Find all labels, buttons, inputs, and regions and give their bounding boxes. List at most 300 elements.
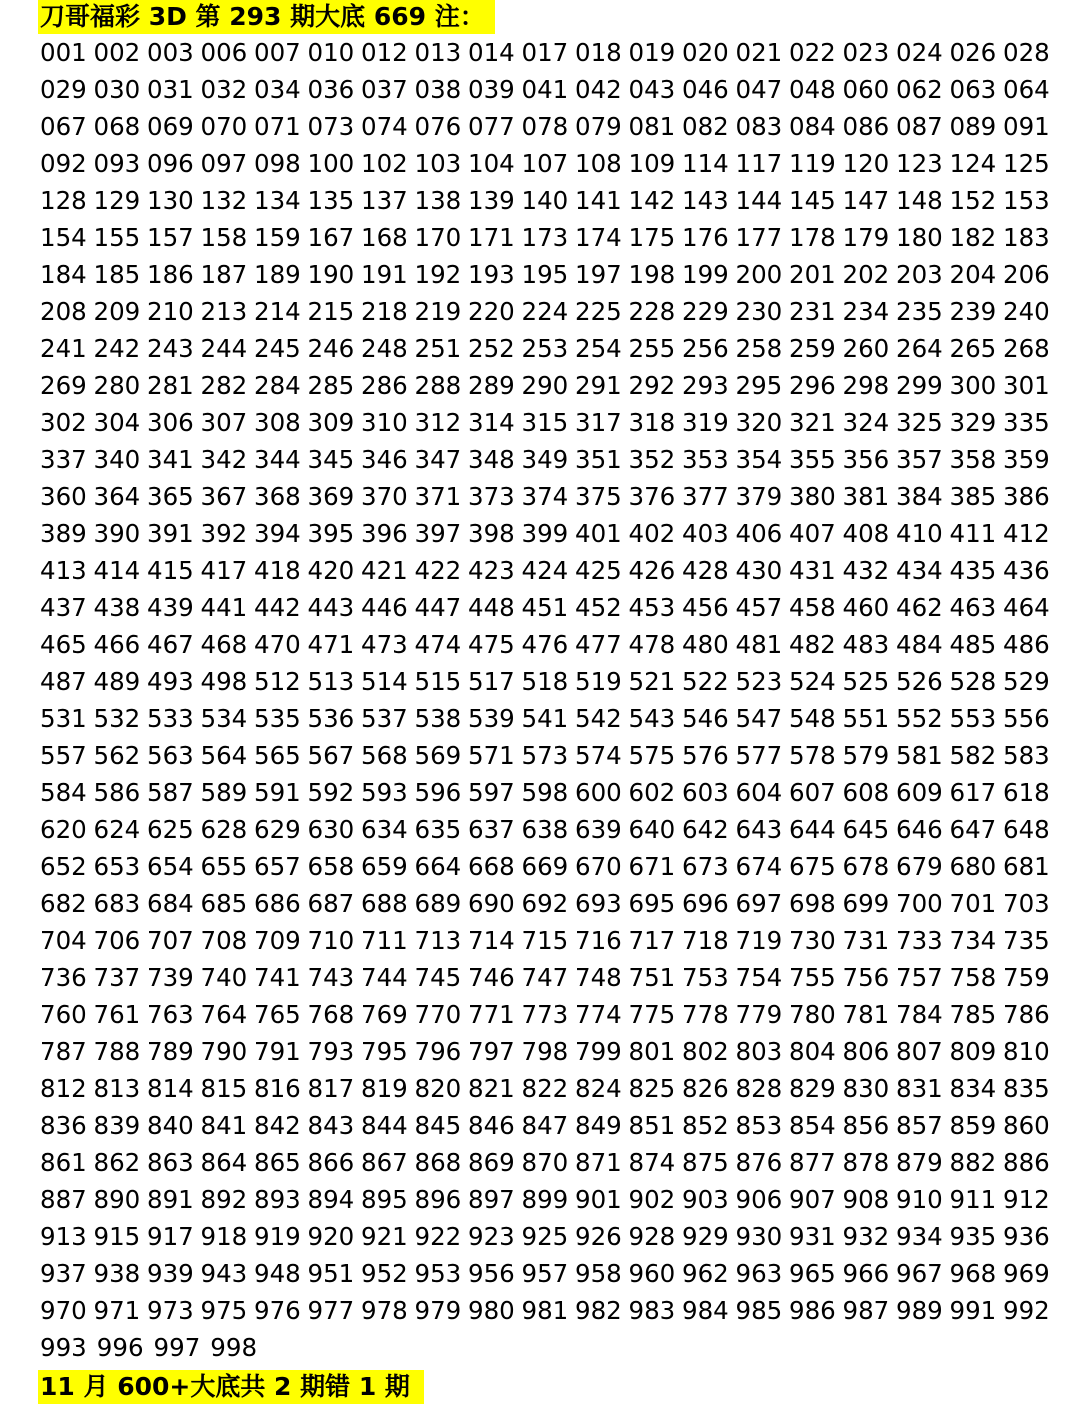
number-item: 576: [682, 741, 729, 770]
number-item: 439: [147, 593, 194, 622]
number-row: [40, 108, 1050, 145]
number-item: 531: [40, 704, 87, 733]
number-item: 043: [628, 75, 676, 104]
number-item: 020: [682, 38, 729, 67]
number-item: 748: [575, 963, 622, 992]
number-item: 265: [949, 334, 997, 363]
number-item: 513: [307, 667, 355, 696]
number-item: 596: [414, 778, 462, 807]
document-page: [40, 0, 1050, 1404]
number-item: 771: [468, 1000, 515, 1029]
number-item: 690: [468, 889, 515, 918]
number-item: 228: [628, 297, 676, 326]
number-item: 401: [575, 519, 622, 548]
number-item: 315: [521, 408, 569, 437]
number-item: 129: [93, 186, 141, 215]
number-item: 842: [254, 1111, 301, 1140]
number-item: 539: [468, 704, 515, 733]
number-item: 371: [414, 482, 462, 511]
number-item: 868: [414, 1148, 462, 1177]
number-item: 475: [468, 630, 515, 659]
number-item: 356: [842, 445, 890, 474]
number-item: 708: [200, 926, 248, 955]
number-item: 462: [896, 593, 943, 622]
number-list: [40, 34, 1050, 1366]
number-item: 869: [468, 1148, 515, 1177]
number-item: 769: [361, 1000, 408, 1029]
number-item: 730: [789, 926, 836, 955]
number-item: 417: [200, 556, 248, 585]
number-item: 100: [307, 149, 355, 178]
number-item: 380: [789, 482, 836, 511]
number-item: 797: [468, 1037, 515, 1066]
number-item: 979: [414, 1296, 462, 1325]
number-item: 852: [682, 1111, 729, 1140]
number-item: 038: [414, 75, 462, 104]
number-item: 624: [93, 815, 141, 844]
number-item: 428: [682, 556, 729, 585]
number-item: 680: [949, 852, 997, 881]
number-item: 813: [93, 1074, 141, 1103]
number-item: 834: [949, 1074, 997, 1103]
number-item: 890: [93, 1185, 141, 1214]
number-item: 062: [896, 75, 943, 104]
number-item: 514: [361, 667, 408, 696]
number-row: [40, 404, 1050, 441]
number-item: 467: [147, 630, 194, 659]
number-row: [40, 1181, 1050, 1218]
number-item: 967: [896, 1259, 943, 1288]
number-item: 394: [254, 519, 301, 548]
number-item: 202: [842, 260, 890, 289]
number-item: 831: [896, 1074, 943, 1103]
number-item: 083: [735, 112, 783, 141]
number-item: 597: [468, 778, 515, 807]
number-item: 996: [96, 1333, 144, 1362]
number-item: 864: [200, 1148, 248, 1177]
number-item: 603: [682, 778, 729, 807]
number-item: 673: [682, 852, 729, 881]
number-item: 125: [1003, 149, 1050, 178]
number-item: 965: [789, 1259, 836, 1288]
number-item: 718: [682, 926, 729, 955]
number-item: 435: [949, 556, 997, 585]
number-item: 826: [682, 1074, 729, 1103]
number-item: 861: [40, 1148, 87, 1177]
number-item: 847: [521, 1111, 569, 1140]
number-item: 817: [307, 1074, 355, 1103]
number-item: 242: [93, 334, 141, 363]
number-item: 030: [93, 75, 141, 104]
number-item: 608: [842, 778, 890, 807]
number-item: 874: [628, 1148, 676, 1177]
number-item: 368: [254, 482, 301, 511]
number-item: 746: [468, 963, 515, 992]
number-item: 087: [896, 112, 943, 141]
number-item: 664: [414, 852, 462, 881]
number-item: 463: [949, 593, 997, 622]
number-item: 006: [200, 38, 248, 67]
number-item: 256: [682, 334, 729, 363]
number-item: 282: [200, 371, 248, 400]
number-item: 751: [628, 963, 676, 992]
number-item: 255: [628, 334, 676, 363]
number-item: 396: [361, 519, 408, 548]
number-item: 684: [147, 889, 194, 918]
number-item: 097: [200, 149, 248, 178]
number-item: 438: [93, 593, 141, 622]
number-item: 117: [735, 149, 783, 178]
number-item: 074: [361, 112, 408, 141]
number-item: 533: [147, 704, 194, 733]
number-item: 448: [468, 593, 515, 622]
number-item: 957: [521, 1259, 569, 1288]
number-item: 198: [628, 260, 676, 289]
number-item: 013: [414, 38, 462, 67]
number-item: 096: [147, 149, 194, 178]
number-item: 082: [682, 112, 729, 141]
number-item: 260: [842, 334, 890, 363]
number-item: 157: [147, 223, 194, 252]
number-item: 807: [896, 1037, 943, 1066]
number-item: 681: [1003, 852, 1050, 881]
number-item: 253: [521, 334, 569, 363]
number-item: 425: [575, 556, 622, 585]
number-item: 515: [414, 667, 462, 696]
number-item: 241: [40, 334, 87, 363]
number-row: [40, 848, 1050, 885]
number-item: 071: [254, 112, 301, 141]
number-item: 952: [361, 1259, 408, 1288]
number-item: 953: [414, 1259, 462, 1288]
number-item: 675: [789, 852, 836, 881]
number-row: [40, 256, 1050, 293]
number-item: 528: [949, 667, 997, 696]
number-item: 418: [254, 556, 301, 585]
number-item: 268: [1003, 334, 1050, 363]
number-item: 023: [842, 38, 890, 67]
number-item: 821: [468, 1074, 515, 1103]
number-item: 154: [40, 223, 87, 252]
number-item: 586: [93, 778, 141, 807]
number-item: 042: [575, 75, 622, 104]
number-item: 756: [842, 963, 890, 992]
number-row: [40, 774, 1050, 811]
number-item: 938: [93, 1259, 141, 1288]
number-item: 411: [949, 519, 997, 548]
number-item: 828: [735, 1074, 783, 1103]
number-item: 968: [949, 1259, 997, 1288]
number-item: 028: [1003, 38, 1050, 67]
number-item: 519: [575, 667, 622, 696]
number-item: 960: [628, 1259, 676, 1288]
number-item: 410: [896, 519, 943, 548]
number-item: 778: [682, 1000, 729, 1029]
number-item: 155: [93, 223, 141, 252]
number-item: 755: [789, 963, 836, 992]
number-item: 209: [93, 297, 141, 326]
number-item: 301: [1003, 371, 1050, 400]
number-item: 643: [735, 815, 783, 844]
number-item: 036: [307, 75, 355, 104]
number-item: 857: [896, 1111, 943, 1140]
number-item: 243: [147, 334, 194, 363]
number-item: 296: [789, 371, 836, 400]
number-item: 177: [735, 223, 783, 252]
number-item: 802: [682, 1037, 729, 1066]
number-item: 132: [200, 186, 248, 215]
number-item: 319: [682, 408, 729, 437]
number-item: 349: [521, 445, 569, 474]
number-item: 386: [1003, 482, 1050, 511]
number-item: 024: [896, 38, 943, 67]
number-item: 796: [414, 1037, 462, 1066]
number-item: 452: [575, 593, 622, 622]
number-item: 457: [735, 593, 783, 622]
number-item: 402: [628, 519, 676, 548]
number-item: 659: [361, 852, 408, 881]
number-item: 178: [789, 223, 836, 252]
number-item: 070: [200, 112, 248, 141]
number-item: 288: [414, 371, 462, 400]
number-item: 923: [468, 1222, 515, 1251]
number-row: [40, 182, 1050, 219]
number-item: 903: [682, 1185, 729, 1214]
number-item: 757: [896, 963, 943, 992]
number-item: 529: [1003, 667, 1050, 696]
number-item: 224: [521, 297, 569, 326]
number-item: 542: [575, 704, 622, 733]
number-item: 119: [789, 149, 836, 178]
number-item: 299: [896, 371, 943, 400]
number-item: 866: [307, 1148, 355, 1177]
number-item: 835: [1003, 1074, 1050, 1103]
number-row: [40, 663, 1050, 700]
number-item: 836: [40, 1111, 87, 1140]
number-item: 199: [682, 260, 729, 289]
number-item: 646: [896, 815, 943, 844]
number-item: 517: [468, 667, 515, 696]
number-item: 935: [949, 1222, 997, 1251]
number-item: 102: [361, 149, 408, 178]
number-item: 152: [949, 186, 997, 215]
number-item: 498: [200, 667, 248, 696]
number-item: 189: [254, 260, 301, 289]
number-item: 658: [307, 852, 355, 881]
number-item: 992: [1003, 1296, 1050, 1325]
number-item: 587: [147, 778, 194, 807]
number-item: 717: [628, 926, 676, 955]
number-item: 291: [575, 371, 622, 400]
number-item: 921: [361, 1222, 408, 1251]
number-item: 019: [628, 38, 676, 67]
number-item: 244: [200, 334, 248, 363]
number-item: 200: [735, 260, 783, 289]
number-item: 081: [628, 112, 676, 141]
number-item: 634: [361, 815, 408, 844]
number-item: 604: [735, 778, 783, 807]
number-item: 578: [789, 741, 836, 770]
number-item: 789: [147, 1037, 194, 1066]
number-item: 174: [575, 223, 622, 252]
number-item: 141: [575, 186, 622, 215]
number-item: 971: [93, 1296, 141, 1325]
number-item: 235: [896, 297, 943, 326]
number-item: 186: [147, 260, 194, 289]
number-item: 446: [361, 593, 408, 622]
number-item: 878: [842, 1148, 890, 1177]
number-item: 430: [735, 556, 783, 585]
number-item: 786: [1003, 1000, 1050, 1029]
number-item: 176: [682, 223, 729, 252]
number-item: 793: [307, 1037, 355, 1066]
number-item: 225: [575, 297, 622, 326]
number-item: 481: [735, 630, 783, 659]
number-item: 314: [468, 408, 515, 437]
number-item: 170: [414, 223, 462, 252]
number-item: 901: [575, 1185, 622, 1214]
number-item: 780: [789, 1000, 836, 1029]
number-row: [40, 589, 1050, 626]
number-item: 701: [949, 889, 997, 918]
number-item: 280: [93, 371, 141, 400]
number-item: 474: [414, 630, 462, 659]
number-row: [40, 515, 1050, 552]
number-item: 248: [361, 334, 408, 363]
number-item: 014: [468, 38, 515, 67]
number-item: 215: [307, 297, 355, 326]
number-item: 553: [949, 704, 997, 733]
number-item: 840: [147, 1111, 194, 1140]
number-item: 910: [896, 1185, 943, 1214]
number-item: 819: [361, 1074, 408, 1103]
number-item: 814: [147, 1074, 194, 1103]
number-item: 668: [468, 852, 515, 881]
number-item: 951: [307, 1259, 355, 1288]
number-item: 895: [361, 1185, 408, 1214]
number-item: 073: [307, 112, 355, 141]
number-item: 318: [628, 408, 676, 437]
number-item: 138: [414, 186, 462, 215]
number-item: 422: [414, 556, 462, 585]
number-item: 443: [307, 593, 355, 622]
number-item: 078: [521, 112, 569, 141]
number-item: 264: [896, 334, 943, 363]
number-item: 220: [468, 297, 515, 326]
number-item: 381: [842, 482, 890, 511]
number-item: 655: [200, 852, 248, 881]
number-item: 806: [842, 1037, 890, 1066]
number-item: 213: [200, 297, 248, 326]
number-item: 825: [628, 1074, 676, 1103]
number-item: 130: [147, 186, 194, 215]
number-item: 937: [40, 1259, 87, 1288]
number-item: 210: [147, 297, 194, 326]
number-item: 373: [468, 482, 515, 511]
number-item: 986: [789, 1296, 836, 1325]
number-item: 384: [896, 482, 943, 511]
number-item: 997: [153, 1333, 201, 1362]
number-item: 812: [40, 1074, 87, 1103]
number-item: 143: [682, 186, 729, 215]
number-item: 093: [93, 149, 141, 178]
number-item: 998: [210, 1333, 258, 1362]
number-item: 908: [842, 1185, 890, 1214]
number-item: 456: [682, 593, 729, 622]
number-item: 985: [735, 1296, 783, 1325]
number-item: 747: [521, 963, 569, 992]
number-item: 246: [307, 334, 355, 363]
number-item: 251: [414, 334, 462, 363]
number-item: 037: [361, 75, 408, 104]
number-item: 524: [789, 667, 836, 696]
number-item: 192: [414, 260, 462, 289]
number-item: 337: [40, 445, 87, 474]
number-item: 346: [361, 445, 408, 474]
number-row: [40, 552, 1050, 589]
number-item: 700: [896, 889, 943, 918]
number-item: 201: [789, 260, 836, 289]
number-item: 032: [200, 75, 248, 104]
number-item: 844: [361, 1111, 408, 1140]
number-item: 365: [147, 482, 194, 511]
number-row: [40, 700, 1050, 737]
number-item: 048: [789, 75, 836, 104]
number-item: 292: [628, 371, 676, 400]
number-item: 710: [307, 926, 355, 955]
number-item: 413: [40, 556, 87, 585]
number-item: 639: [575, 815, 622, 844]
number-item: 737: [93, 963, 141, 992]
number-item: 775: [628, 1000, 676, 1029]
number-item: 347: [414, 445, 462, 474]
number-item: 193: [468, 260, 515, 289]
number-item: 584: [40, 778, 87, 807]
number-item: 364: [93, 482, 141, 511]
number-item: 862: [93, 1148, 141, 1177]
number-item: 696: [682, 889, 729, 918]
number-item: 896: [414, 1185, 462, 1214]
number-item: 956: [468, 1259, 515, 1288]
number-item: 816: [254, 1074, 301, 1103]
number-item: 863: [147, 1148, 194, 1177]
number-item: 744: [361, 963, 408, 992]
number-item: 415: [147, 556, 194, 585]
number-item: 548: [789, 704, 836, 733]
number-item: 477: [575, 630, 622, 659]
number-item: 568: [361, 741, 408, 770]
number-item: 107: [521, 149, 569, 178]
number-item: 137: [361, 186, 408, 215]
number-item: 685: [200, 889, 248, 918]
number-item: 068: [93, 112, 141, 141]
number-item: 397: [414, 519, 462, 548]
number-item: 252: [468, 334, 515, 363]
number-item: 468: [200, 630, 248, 659]
number-item: 398: [468, 519, 515, 548]
number-item: 932: [842, 1222, 890, 1251]
number-item: 925: [521, 1222, 569, 1251]
number-item: 465: [40, 630, 87, 659]
number-item: 918: [200, 1222, 248, 1251]
number-item: 357: [896, 445, 943, 474]
number-item: 830: [842, 1074, 890, 1103]
number-item: 654: [147, 852, 194, 881]
number-item: 973: [147, 1296, 194, 1325]
number-item: 645: [842, 815, 890, 844]
number-item: 412: [1003, 519, 1050, 548]
number-item: 259: [789, 334, 836, 363]
